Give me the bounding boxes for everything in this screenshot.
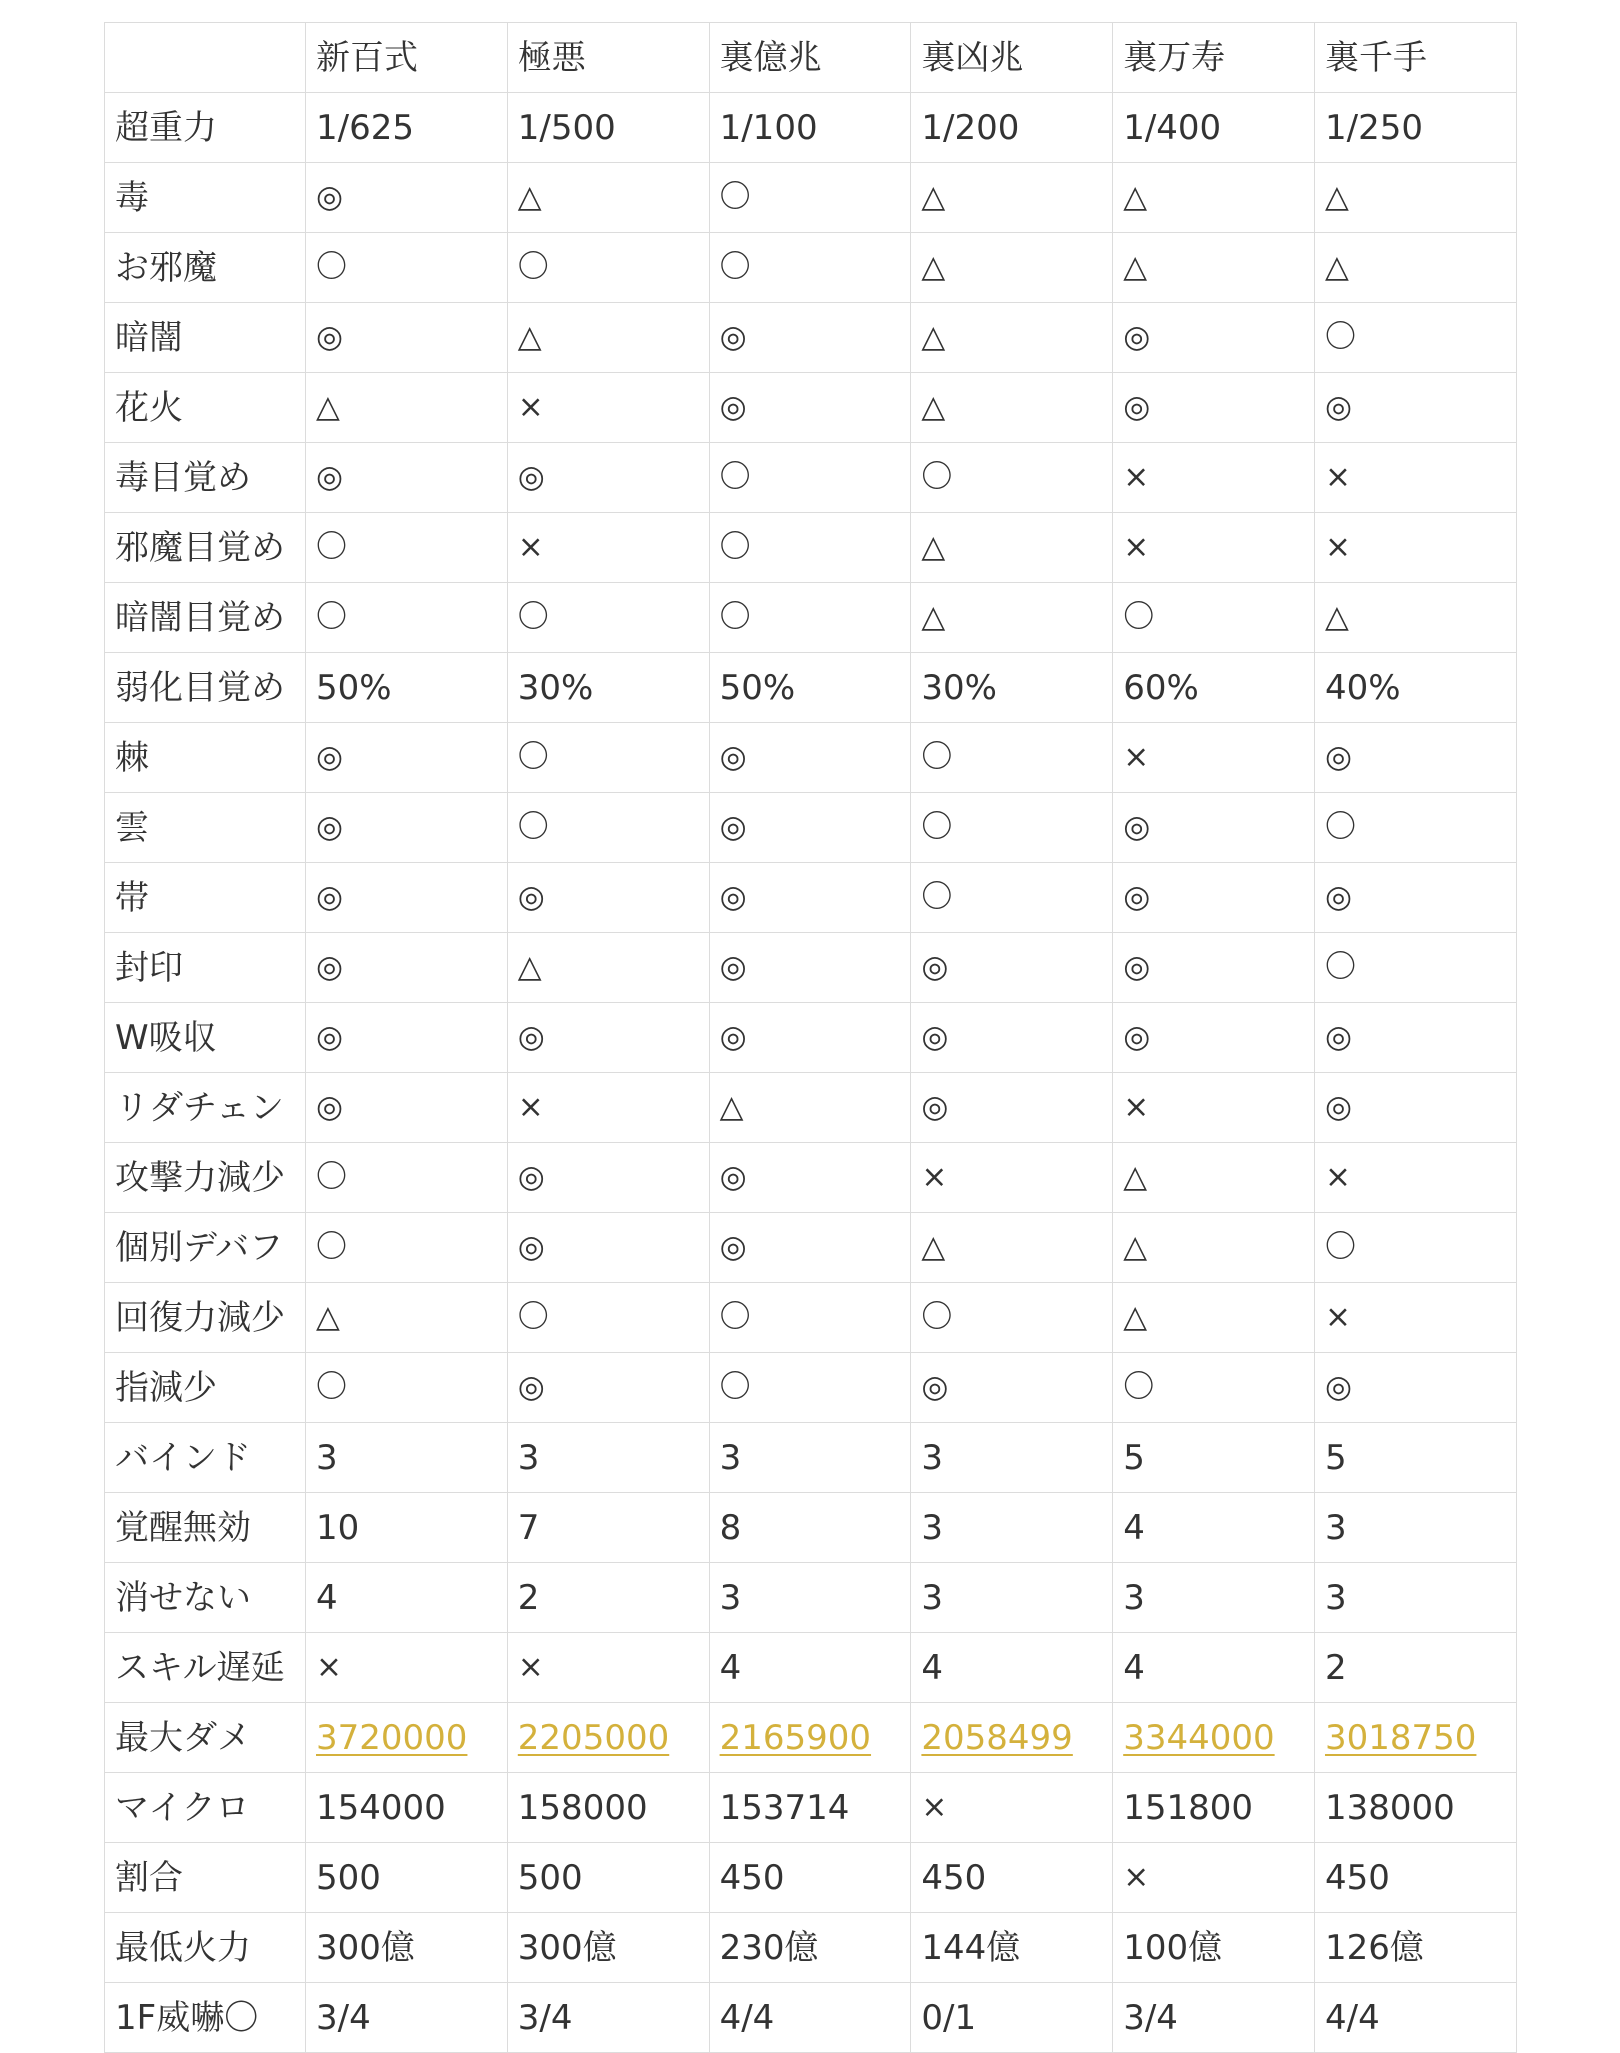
table-row [105, 1003, 1517, 1073]
table-cell: ◎ [911, 1353, 1113, 1423]
table-cell: × [306, 1633, 508, 1703]
table-cell: 4 [1113, 1493, 1315, 1563]
table-cell: 3 [1314, 1563, 1516, 1633]
table-cell: 8 [709, 1493, 911, 1563]
table-cell: 500 [507, 1843, 709, 1913]
table-cell: △ [1314, 233, 1516, 303]
table-cell: 158000 [507, 1773, 709, 1843]
damage-link[interactable]: 2058499 [921, 1717, 1073, 1758]
table-cell: × [507, 1633, 709, 1703]
table-cell: 〇 [709, 233, 911, 303]
table-cell: 4 [306, 1563, 508, 1633]
table-cell: 3 [911, 1563, 1113, 1633]
table-cell: 3 [306, 1423, 508, 1493]
table-cell: 1/500 [507, 93, 709, 163]
table-row [105, 1773, 1517, 1843]
damage-link[interactable]: 3720000 [316, 1717, 468, 1758]
table-cell: ◎ [709, 1143, 911, 1213]
table-cell: △ [507, 303, 709, 373]
row-label: 攻撃力減少 [105, 1143, 306, 1213]
table-cell: × [1113, 1843, 1315, 1913]
table-cell: ◎ [306, 443, 508, 513]
dungeon-comparison-table [104, 22, 1517, 2053]
table-row [105, 1213, 1517, 1283]
table-cell: 4/4 [1314, 1983, 1516, 2053]
row-label: リダチェン [105, 1073, 306, 1143]
table-cell: ◎ [911, 1003, 1113, 1073]
table-cell: 154000 [306, 1773, 508, 1843]
table-cell: 〇 [911, 1283, 1113, 1353]
table-cell: 〇 [1314, 933, 1516, 1003]
damage-link[interactable]: 3018750 [1324, 1717, 1477, 1758]
table-row [105, 233, 1517, 303]
row-label: 雲 [105, 793, 306, 863]
row-label: 封印 [105, 933, 306, 1003]
table-cell: △ [1113, 163, 1315, 233]
damage-link[interactable]: 2165900 [719, 1717, 872, 1758]
table-cell: 〇 [1113, 1353, 1315, 1423]
table-row [105, 1493, 1517, 1563]
row-label: 帯 [105, 863, 306, 933]
table-cell: 30% [507, 653, 709, 723]
table-cell: 2 [1314, 1633, 1516, 1703]
table-cell: △ [1113, 1143, 1315, 1213]
row-label: 暗闇目覚め [105, 583, 306, 653]
table-cell [306, 1703, 508, 1773]
table-row [105, 1283, 1517, 1353]
row-label: 覚醒無効 [105, 1493, 306, 1563]
table-cell: △ [1314, 163, 1516, 233]
table-cell: 3 [1314, 1493, 1516, 1563]
table-cell: ◎ [709, 723, 911, 793]
table-cell: △ [1113, 1283, 1315, 1353]
table-cell: 2 [507, 1563, 709, 1633]
table-cell: 〇 [709, 1353, 911, 1423]
table-cell: △ [306, 373, 508, 443]
table-row [105, 443, 1517, 513]
table-cell: 151800 [1113, 1773, 1315, 1843]
table-cell: 〇 [709, 1283, 911, 1353]
row-label: 指減少 [105, 1353, 306, 1423]
row-label: 毒 [105, 163, 306, 233]
table-cell: △ [709, 1073, 911, 1143]
table-row [105, 1913, 1517, 1983]
damage-link[interactable]: 2205000 [517, 1717, 670, 1758]
table-cell: ◎ [1314, 1353, 1516, 1423]
column-header: 極悪 [507, 23, 709, 93]
table-cell: △ [911, 233, 1113, 303]
table-cell: 138000 [1314, 1773, 1516, 1843]
table-row [105, 583, 1517, 653]
table-cell: 〇 [507, 233, 709, 303]
table-cell: 〇 [709, 443, 911, 513]
row-label: バインド [105, 1423, 306, 1493]
row-label: マイクロ [105, 1773, 306, 1843]
table-cell: △ [911, 513, 1113, 583]
table-row [105, 1353, 1517, 1423]
table-row [105, 1843, 1517, 1913]
table-cell: ◎ [1314, 863, 1516, 933]
table-cell: ◎ [1113, 933, 1315, 1003]
table-cell: 50% [709, 653, 911, 723]
table-row [105, 163, 1517, 233]
table-cell: 230億 [709, 1913, 911, 1983]
table-cell: ◎ [709, 863, 911, 933]
table-cell: 3 [911, 1493, 1113, 1563]
table-cell: ◎ [507, 1143, 709, 1213]
table-row [105, 93, 1517, 163]
table-cell: ◎ [507, 1353, 709, 1423]
table-cell [1314, 1703, 1516, 1773]
table-cell: △ [911, 583, 1113, 653]
table-cell: ◎ [507, 1003, 709, 1073]
row-label: 花火 [105, 373, 306, 443]
table-cell: 3 [507, 1423, 709, 1493]
table-cell: △ [911, 373, 1113, 443]
table-cell: ◎ [306, 863, 508, 933]
table-cell: ◎ [709, 1003, 911, 1073]
table-row [105, 1633, 1517, 1703]
table-cell: × [1314, 1143, 1516, 1213]
row-label: 割合 [105, 1843, 306, 1913]
table-cell: 4 [1113, 1633, 1315, 1703]
table-cell: 5 [1113, 1423, 1315, 1493]
table-cell: 1/100 [709, 93, 911, 163]
table-cell: 〇 [709, 513, 911, 583]
table-cell: 〇 [306, 233, 508, 303]
table-cell: ◎ [709, 793, 911, 863]
row-label: 棘 [105, 723, 306, 793]
table-cell: △ [911, 163, 1113, 233]
table-cell: ◎ [1113, 373, 1315, 443]
table-cell: ◎ [306, 163, 508, 233]
table-row [105, 303, 1517, 373]
table-cell: △ [306, 1283, 508, 1353]
row-label: 1F威嚇〇 [105, 1983, 306, 2053]
table-cell: 〇 [306, 513, 508, 583]
table-cell: × [1113, 1073, 1315, 1143]
table-cell: 〇 [306, 583, 508, 653]
table-row [105, 1423, 1517, 1493]
table-cell: 〇 [709, 163, 911, 233]
table-row [105, 933, 1517, 1003]
column-header: 裏万寿 [1113, 23, 1315, 93]
row-label: 消せない [105, 1563, 306, 1633]
table-row [105, 1563, 1517, 1633]
row-label: 回復力減少 [105, 1283, 306, 1353]
table-row [105, 1143, 1517, 1213]
row-label: 個別デバフ [105, 1213, 306, 1283]
table-cell: ◎ [507, 863, 709, 933]
table-cell: 〇 [507, 1283, 709, 1353]
table-cell: 3 [911, 1423, 1113, 1493]
table-cell: ◎ [306, 1003, 508, 1073]
table-cell: 〇 [911, 443, 1113, 513]
table-cell: 〇 [1314, 1213, 1516, 1283]
table-cell: ◎ [709, 933, 911, 1003]
table-cell [911, 1703, 1113, 1773]
table-cell: 1/200 [911, 93, 1113, 163]
row-label: 毒目覚め [105, 443, 306, 513]
table-body [105, 93, 1517, 2053]
damage-link[interactable]: 3344000 [1123, 1717, 1275, 1758]
table-cell: 300億 [306, 1913, 508, 1983]
table-cell: ◎ [1314, 1073, 1516, 1143]
table-cell: 〇 [507, 723, 709, 793]
table-cell: 300億 [507, 1913, 709, 1983]
table-cell: 〇 [1314, 793, 1516, 863]
table-cell: 1/400 [1113, 93, 1315, 163]
table-cell: ◎ [1113, 863, 1315, 933]
table-cell: △ [1314, 583, 1516, 653]
table-row [105, 793, 1517, 863]
header-corner-cell [105, 23, 306, 93]
table-cell: 5 [1314, 1423, 1516, 1493]
table-cell: × [1314, 1283, 1516, 1353]
table-cell: ◎ [1314, 1003, 1516, 1073]
row-label: 最大ダメ [105, 1703, 306, 1773]
table-cell: ◎ [709, 373, 911, 443]
table-cell: 4 [911, 1633, 1113, 1703]
table-cell: 〇 [911, 793, 1113, 863]
table-cell: ◎ [911, 1073, 1113, 1143]
table-cell: 50% [306, 653, 508, 723]
column-header: 新百式 [306, 23, 508, 93]
table-cell: 〇 [507, 583, 709, 653]
table-cell: ◎ [306, 793, 508, 863]
table-cell: △ [507, 163, 709, 233]
table-cell: 30% [911, 653, 1113, 723]
table-cell: 〇 [1314, 303, 1516, 373]
comparison-table-container [104, 22, 1516, 2053]
table-cell: 3 [709, 1423, 911, 1493]
table-row [105, 723, 1517, 793]
row-label: W吸収 [105, 1003, 306, 1073]
table-cell: ◎ [1113, 1003, 1315, 1073]
table-cell: × [1113, 723, 1315, 793]
table-cell: 7 [507, 1493, 709, 1563]
table-cell: 3/4 [306, 1983, 508, 2053]
table-cell: 4/4 [709, 1983, 911, 2053]
table-cell: ◎ [911, 933, 1113, 1003]
table-cell: 〇 [709, 583, 911, 653]
table-row [105, 863, 1517, 933]
table-cell: 450 [1314, 1843, 1516, 1913]
table-cell [709, 1703, 911, 1773]
table-cell: ◎ [306, 723, 508, 793]
table-row [105, 1703, 1517, 1773]
table-cell: 40% [1314, 653, 1516, 723]
table-cell: ◎ [507, 443, 709, 513]
table-cell: 〇 [911, 723, 1113, 793]
table-cell: △ [911, 303, 1113, 373]
table-cell: ◎ [1314, 373, 1516, 443]
table-row [105, 513, 1517, 583]
table-cell [507, 1703, 709, 1773]
table-cell: 〇 [1113, 583, 1315, 653]
table-cell: 3/4 [1113, 1983, 1315, 2053]
table-cell: 3 [709, 1563, 911, 1633]
table-cell: 3/4 [507, 1983, 709, 2053]
column-header: 裏凶兆 [911, 23, 1113, 93]
table-cell: 〇 [306, 1353, 508, 1423]
table-cell: × [911, 1773, 1113, 1843]
table-cell: × [911, 1143, 1113, 1213]
table-cell: 〇 [306, 1143, 508, 1213]
table-cell: 4 [709, 1633, 911, 1703]
table-cell: ◎ [1113, 303, 1315, 373]
row-label: スキル遅延 [105, 1633, 306, 1703]
row-label: 超重力 [105, 93, 306, 163]
table-cell: 10 [306, 1493, 508, 1563]
table-cell: 3 [1113, 1563, 1315, 1633]
table-cell: △ [1113, 1213, 1315, 1283]
table-cell: 126億 [1314, 1913, 1516, 1983]
table-cell: ◎ [306, 1073, 508, 1143]
table-cell: 1/250 [1314, 93, 1516, 163]
header-row [105, 23, 1517, 93]
table-cell [1113, 1703, 1315, 1773]
table-cell: × [507, 513, 709, 583]
column-header: 裏億兆 [709, 23, 911, 93]
table-cell: × [507, 373, 709, 443]
row-label: 暗闇 [105, 303, 306, 373]
table-cell: ◎ [507, 1213, 709, 1283]
table-cell: ◎ [709, 1213, 911, 1283]
table-cell: 153714 [709, 1773, 911, 1843]
table-row [105, 1983, 1517, 2053]
table-cell: △ [911, 1213, 1113, 1283]
table-cell: × [1113, 513, 1315, 583]
table-cell: ◎ [306, 933, 508, 1003]
table-cell: △ [507, 933, 709, 1003]
table-cell: 0/1 [911, 1983, 1113, 2053]
table-cell: ◎ [1113, 793, 1315, 863]
table-cell: ◎ [1314, 723, 1516, 793]
table-cell: 〇 [306, 1213, 508, 1283]
table-cell: 1/625 [306, 93, 508, 163]
table-cell: × [1314, 443, 1516, 513]
table-cell: 〇 [507, 793, 709, 863]
table-cell: × [1314, 513, 1516, 583]
table-cell: × [1113, 443, 1315, 513]
row-label: お邪魔 [105, 233, 306, 303]
row-label: 弱化目覚め [105, 653, 306, 723]
table-row [105, 653, 1517, 723]
row-label: 邪魔目覚め [105, 513, 306, 583]
table-cell: ◎ [306, 303, 508, 373]
table-cell: △ [1113, 233, 1315, 303]
row-label: 最低火力 [105, 1913, 306, 1983]
table-cell: 60% [1113, 653, 1315, 723]
table-row [105, 373, 1517, 443]
table-cell: 144億 [911, 1913, 1113, 1983]
table-cell: 〇 [911, 863, 1113, 933]
table-cell: 100億 [1113, 1913, 1315, 1983]
table-cell: 450 [911, 1843, 1113, 1913]
table-cell: ◎ [709, 303, 911, 373]
table-row [105, 1073, 1517, 1143]
table-cell: 500 [306, 1843, 508, 1913]
column-header: 裏千手 [1314, 23, 1516, 93]
table-cell: × [507, 1073, 709, 1143]
table-cell: 450 [709, 1843, 911, 1913]
